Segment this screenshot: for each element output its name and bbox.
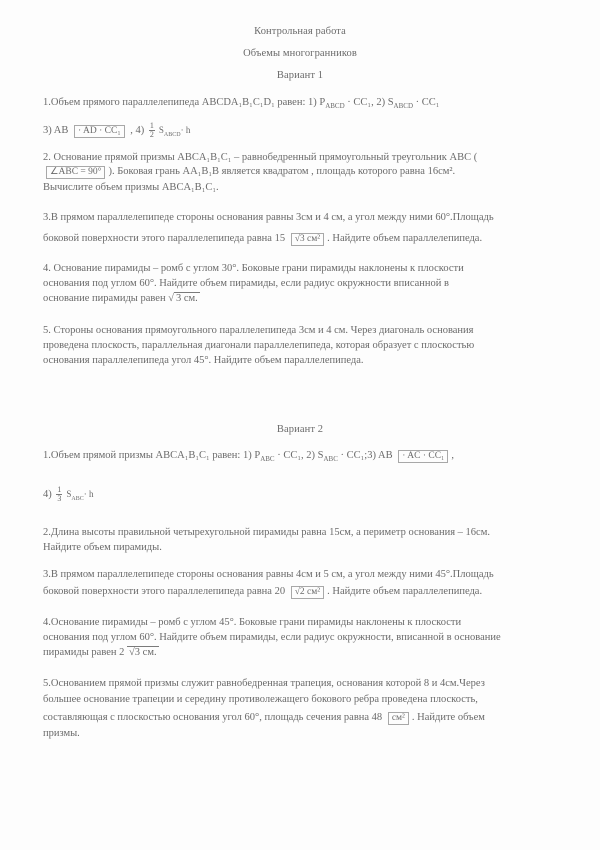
- v2-task-5-root-box: см²: [388, 712, 409, 725]
- document-subtitle: Объемы многогранников: [243, 48, 357, 59]
- v2-task-1-line-1: 1.Объем прямой призмы ABCA₁B₁C₁ равен: 1) $P_{ABC} \cdot CC_1$, 2) $S_{ABC}$ · CC₁;3) AB · AC · CC₁ ,: [43, 450, 454, 464]
- v2-task-1-formula-box: · AC · CC₁: [398, 450, 448, 463]
- v2-task-3-line-1: 3.В прямом параллелепипеде стороны основания равны 4см и 5 см, а угол между ними 45°.Площадь: [43, 569, 494, 580]
- v1-task-1-formula-box: · AD · CC₁: [74, 125, 125, 138]
- v2-task-5-line-1: 5.Основанием прямой призмы служит равнобедренная трапеция, основания которой 8 и 4см.Через: [43, 678, 485, 689]
- v2-task-1-fraction: $\frac{1}{3}$: [57, 485, 62, 503]
- v1-task-4-line-3: основание пирамиды равен √ 3 см.: [43, 293, 198, 304]
- v1-task-2-angle-box: ∠ABC = 90°: [46, 166, 105, 179]
- v1-task-1-line-2: 3) AB · AD · CC₁ , 4) $\frac{1}{2}$ $S_{ABCD}\cdot h$: [43, 121, 191, 139]
- v2-task-3-line-2: боковой поверхности этого параллелепипеда равна 20 √2 см² . Найдите объем параллелепипеда.: [43, 586, 483, 597]
- v1-task-5-line-2: проведена плоскость, параллельная диагонали параллелепипеда, которая образует с плоскостью: [43, 340, 475, 351]
- v2-task-5-line-3: составляющая с плоскостью основания угол 60°, площадь сечения равна 48 см² . Найдите объем: [43, 712, 485, 723]
- v1-task-3-line-1: 3.В прямом параллелепипеде стороны основания равны 3см и 4 см, а угол между ними 60°.Площадь: [43, 212, 494, 223]
- variant-1-heading: Вариант 1: [276, 70, 324, 81]
- v1-task-4-line-1: 4. Основание пирамиды – ромб с углом 30°. Боковые грани пирамиды наклонены к плоскости: [43, 263, 464, 274]
- v2-task-3-root-box: √2 см²: [291, 586, 324, 599]
- document-title: Контрольная работа: [254, 26, 346, 37]
- v2-task-1-line-2: 4) $\frac{1}{3}$ $S_{ABC}\cdot h$: [43, 485, 94, 503]
- v1-task-5-line-1: 5. Стороны основания прямоугольного параллелепипеда 3см и 4 см. Через диагональ основания: [43, 325, 474, 336]
- v2-task-4-sqrt: √3 см.: [129, 647, 157, 658]
- v1-task-4-sqrt: √ 3 см.: [168, 293, 198, 304]
- v2-task-4-line-3: пирамиды равен 2 √3 см.: [43, 647, 157, 658]
- v1-task-2-line-2: ∠ABC = 90° ). Боковая грань AA₁B₁B является квадратом , площадь которого равна 16см².: [43, 165, 455, 179]
- v2-task-4-line-1: 4.Основание пирамиды – ромб с углом 45°. Боковые грани пирамиды наклонены к плоскости: [43, 617, 462, 628]
- v1-task-5-line-3: основания параллелепипеда угол 45°. Найдите объем параллелепипеда.: [43, 355, 364, 366]
- v1-task-4-line-2: основания под углом 60°. Найдите объем пирамиды, если радиус окружности вписанной в: [43, 278, 449, 289]
- v1-task-3-line-2: боковой поверхности этого параллелепипеда равна 15 √3 см² . Найдите объем параллелепипеда.: [43, 233, 483, 244]
- v2-task-5-line-4: призмы.: [43, 728, 80, 739]
- v2-task-5-line-2: большее основание трапеции и середину противолежащего бокового ребра проведена плоскость,: [43, 694, 478, 705]
- v2-task-4-line-2: основания под углом 60°. Найдите объем пирамиды, если радиус окружности, вписанной в основание: [43, 632, 501, 643]
- v1-task-2-line-3: Вычислите объем призмы ABCA₁B₁C₁.: [43, 182, 219, 193]
- v2-task-2-line-2: Найдите объем пирамиды.: [43, 542, 162, 553]
- v1-task-1-fraction: $\frac{1}{2}$: [149, 121, 154, 139]
- v2-task-2-line-1: 2.Длина высоты правильной четырехугольной пирамиды равна 15см, а периметр основания – 16см.: [43, 527, 490, 538]
- v1-task-2-line-1: 2. Основание прямой призмы ABCA₁B₁C₁ – равнобедренный прямоугольный треугольник ABC (: [43, 152, 478, 163]
- v1-task-3-root-box: √3 см²: [291, 233, 324, 246]
- v1-task-1-line-1: 1.Объем прямого параллелепипеда ABCDA₁B₁C₁D₁ равен: 1) $P_{ABCD} \cdot CC_1$, 2) $S_{ABCD} \cdot CC_1$: [43, 97, 440, 111]
- variant-2-heading: Вариант 2: [276, 424, 324, 435]
